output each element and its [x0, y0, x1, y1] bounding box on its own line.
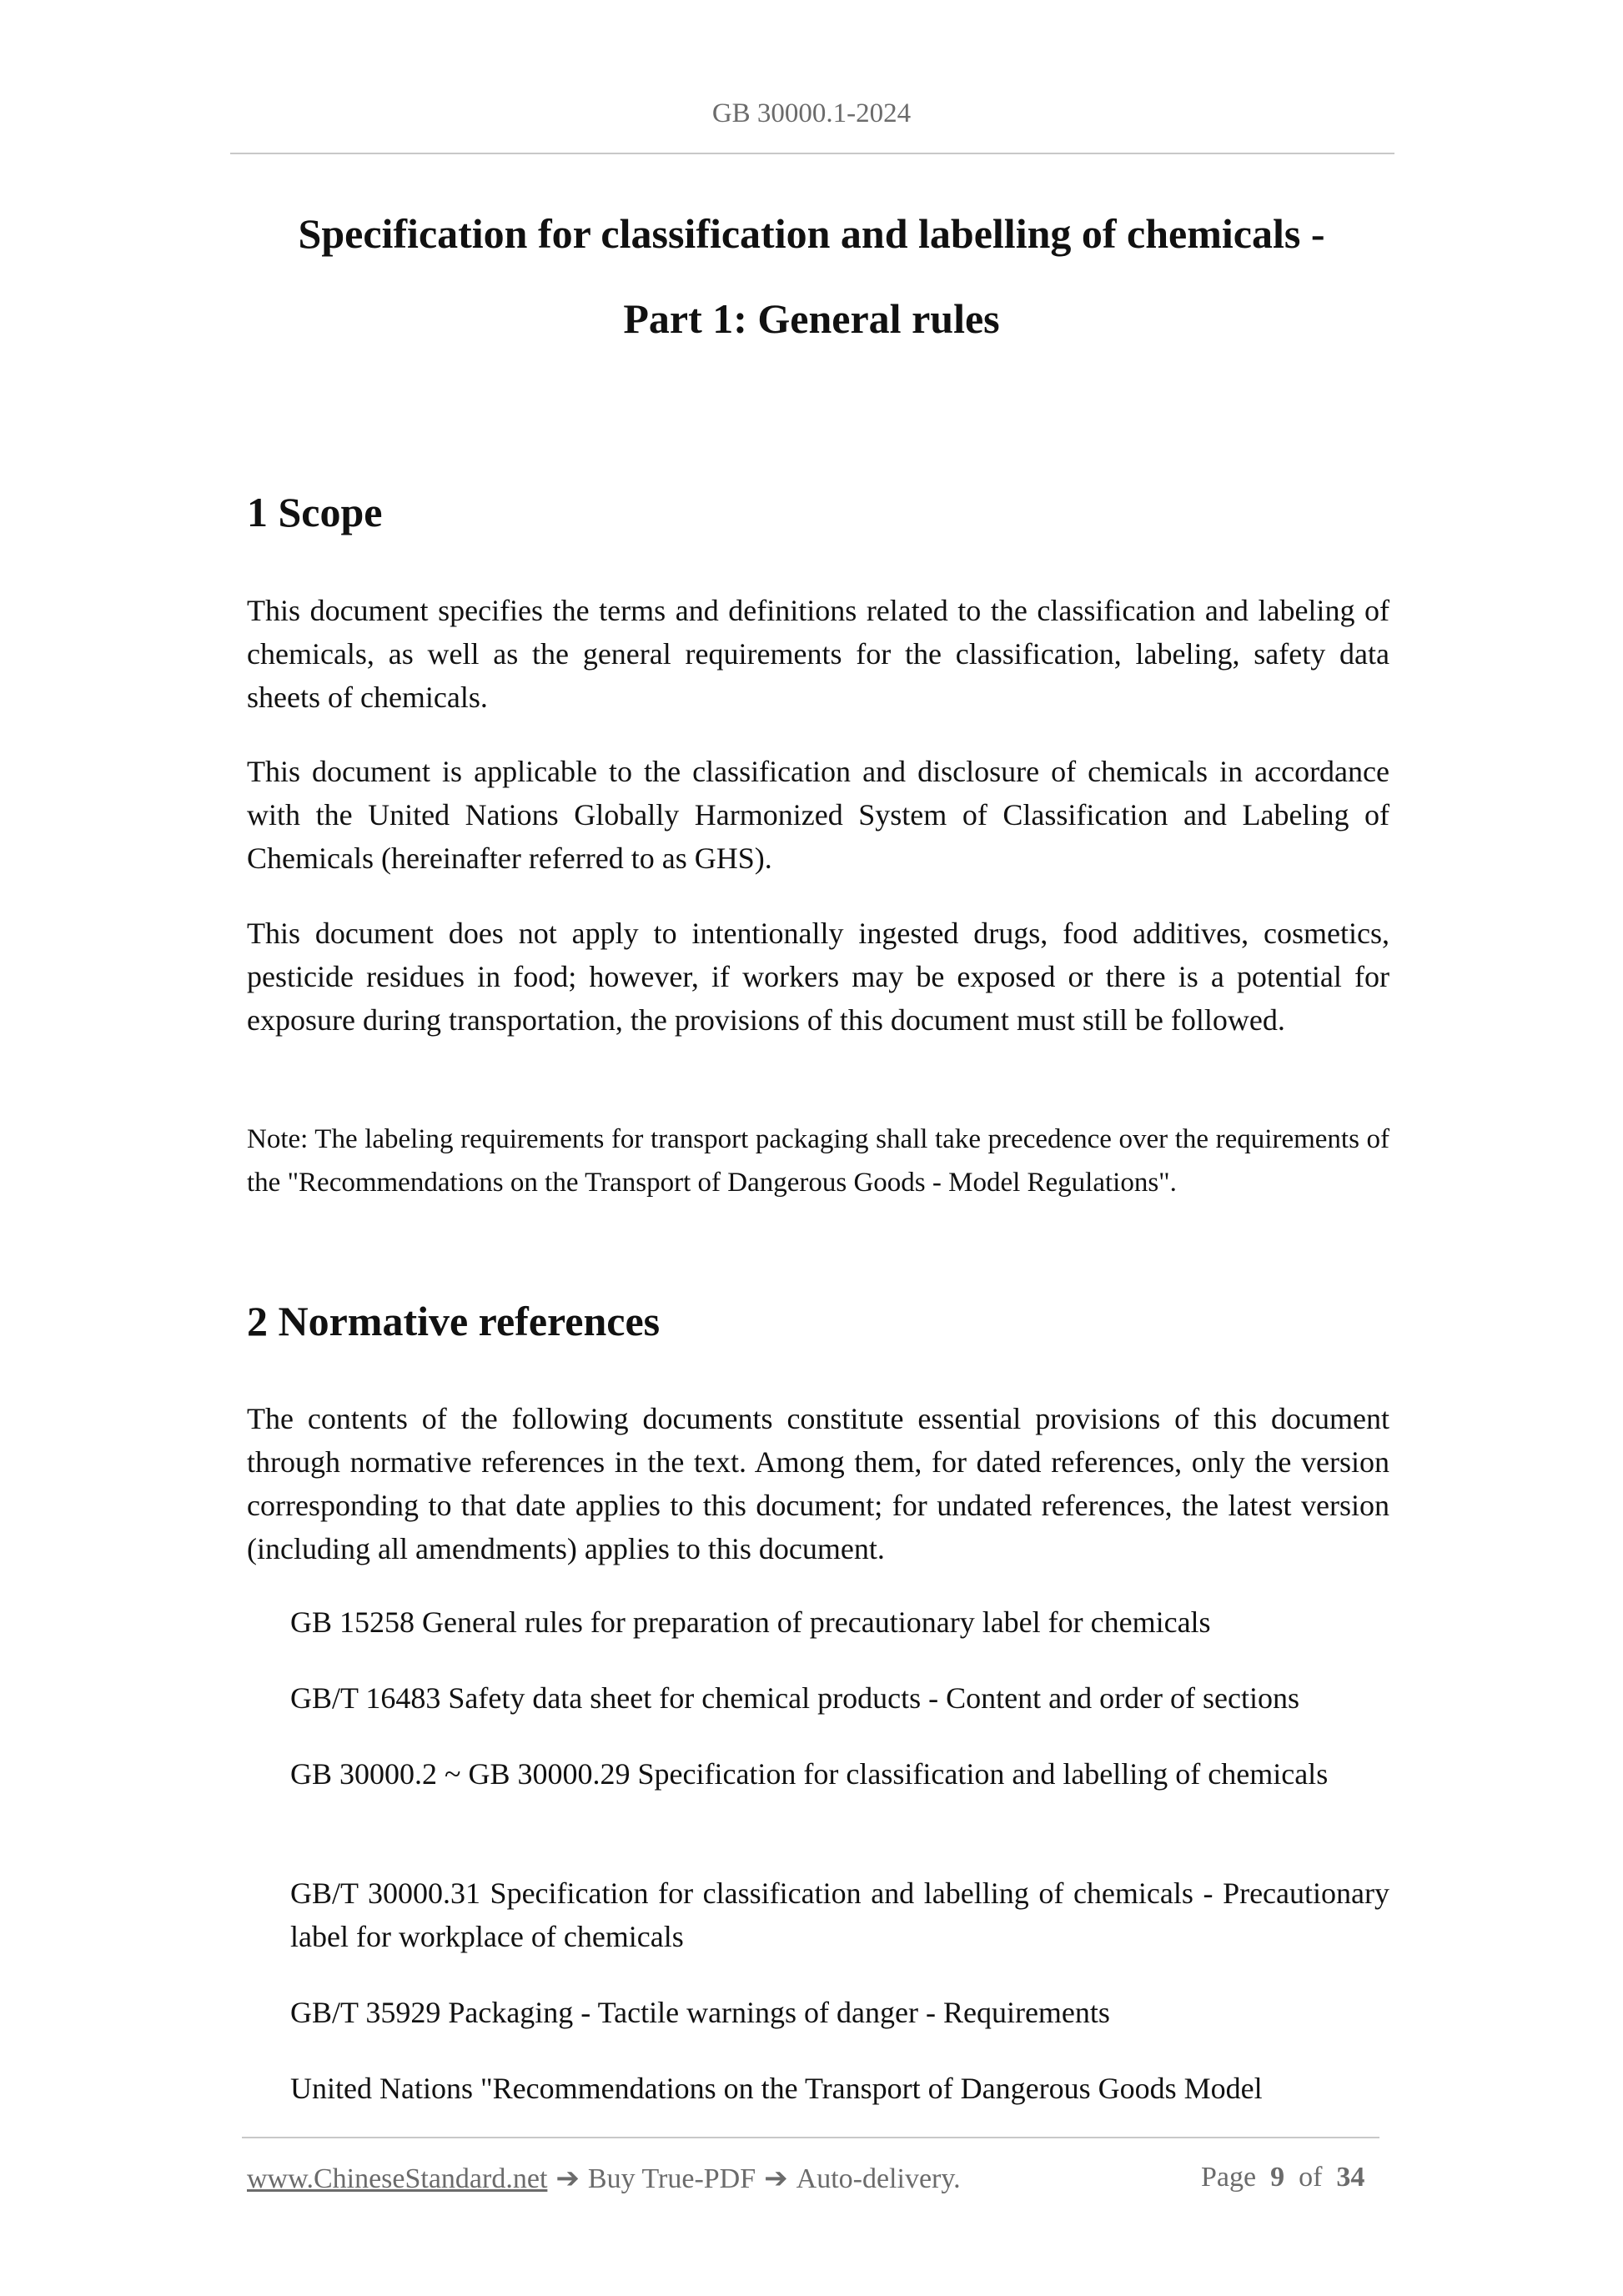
footer-promo	[247, 2162, 961, 2195]
header-divider	[230, 153, 1394, 154]
scope-paragraph-2: This document is applicable to the classification and disclosure of chemicals in accordance with the United Nations Globally Harmonized System of Classification and Labeling of Chemicals (hereinafter referred to as GHS).	[247, 755, 1389, 875]
reference-item: GB 15258 General rules for preparation of precautionary label for chemicals	[290, 1605, 1211, 1639]
page-indicator	[1201, 2162, 1378, 2193]
scope-note: Note: The labeling requirements for transport packaging shall take precedence over the requirements of the "Recommendations on the Transport of Dangerous Goods - Model Regulations".	[247, 1124, 1389, 1198]
reference-item: GB/T 30000.31 Specification for classification and labelling of chemicals - Precautionary label for workplace of chemicals	[290, 1876, 1389, 1953]
right-arrow-icon: ➔	[764, 2163, 788, 2194]
page-current: 9	[1270, 2162, 1285, 2193]
right-arrow-icon: ➔	[555, 2163, 580, 2194]
page-label: Page	[1201, 2162, 1257, 2193]
scope-paragraph-3: This document does not apply to intentionally ingested drugs, food additives, cosmetics, pesticide residues in food; however, if workers may be exposed or there is a potential for exposure during transportation, the provisions of this document must still be followed.	[247, 917, 1389, 1037]
section-heading-normative-references: 2 Normative references	[247, 1298, 661, 1344]
reference-item: GB 30000.2 ~ GB 30000.29 Specification for classification and labelling of chemicals	[290, 1757, 1329, 1791]
auto-delivery-text: Auto-delivery.	[796, 2163, 961, 2194]
website-link[interactable]: www.ChineseStandard.net	[247, 2163, 548, 2194]
scope-paragraph-1: This document specifies the terms and definitions related to the classification and labeling of chemicals, as well as the general requirements for the classification, labeling, safety data sheets of chemicals.	[247, 594, 1389, 714]
reference-item: GB/T 35929 Packaging - Tactile warnings of danger - Requirements	[290, 1996, 1110, 2029]
buy-true-pdf-text: Buy True-PDF	[587, 2163, 756, 2194]
page-total: 34	[1336, 2162, 1365, 2193]
running-header: GB 30000.1-2024	[711, 98, 912, 128]
document-title-line-2: Part 1: General rules	[623, 295, 1000, 342]
section-heading-scope: 1 Scope	[247, 489, 383, 535]
page-of: of	[1299, 2162, 1323, 2193]
document-title-line-1: Specification for classification and labelling of chemicals -	[298, 210, 1325, 257]
reference-item: GB/T 16483 Safety data sheet for chemical products - Content and order of sections	[290, 1681, 1300, 1715]
normative-references-intro: The contents of the following documents constitute essential provisions of this document through normative references in the text. Among them, for dated references, only the version corresponding to that date applies to this document; for undated references, the latest version (including all amendments) applies to this document.	[247, 1402, 1389, 1565]
footer-divider	[242, 2137, 1379, 2138]
reference-item: United Nations "Recommendations on the Transport of Dangerous Goods Model	[290, 2072, 1263, 2105]
